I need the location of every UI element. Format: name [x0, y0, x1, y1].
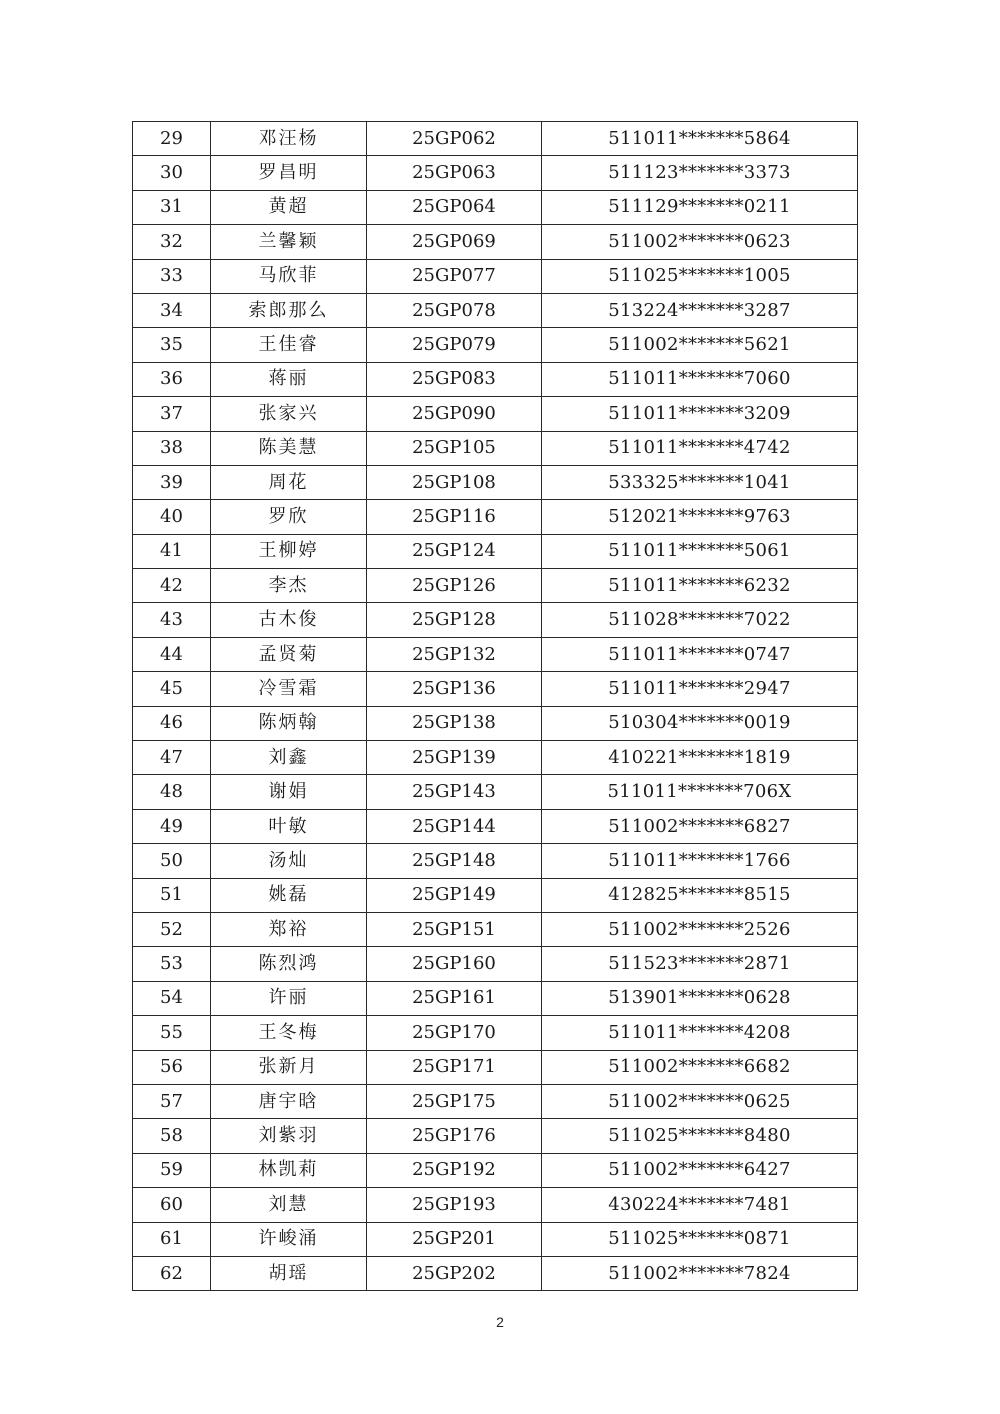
id-number-cell: 511002*******6682: [542, 1050, 858, 1084]
page-number: 2: [496, 1314, 504, 1330]
table-row: [133, 293, 858, 327]
code-cell: 25GP062: [367, 122, 542, 156]
name-cell: 王佳睿: [211, 328, 367, 362]
id-number-cell: 511011*******2947: [542, 672, 858, 706]
table-row: [133, 1222, 858, 1256]
table-row: [133, 259, 858, 293]
seq-cell: 57: [133, 1084, 211, 1118]
name-cell: 王柳婷: [211, 534, 367, 568]
seq-cell: 45: [133, 672, 211, 706]
table-body: [133, 122, 858, 1291]
name-cell: 孟贤菊: [211, 637, 367, 671]
code-cell: 25GP079: [367, 328, 542, 362]
name-cell: 谢娟: [211, 775, 367, 809]
code-cell: 25GP124: [367, 534, 542, 568]
name-cell: 唐宇晗: [211, 1084, 367, 1118]
seq-cell: 46: [133, 706, 211, 740]
name-cell: 刘鑫: [211, 741, 367, 775]
seq-cell: 32: [133, 225, 211, 259]
name-cell: 汤灿: [211, 844, 367, 878]
table-row: [133, 1256, 858, 1290]
candidate-table: [132, 121, 858, 1291]
id-number-cell: 511025*******0871: [542, 1222, 858, 1256]
table-row: [133, 741, 858, 775]
name-cell: 许峻涌: [211, 1222, 367, 1256]
name-cell: 胡瑶: [211, 1256, 367, 1290]
table-row: [133, 981, 858, 1015]
id-number-cell: 511011*******4208: [542, 1016, 858, 1050]
id-number-cell: 513901*******0628: [542, 981, 858, 1015]
name-cell: 冷雪霜: [211, 672, 367, 706]
id-number-cell: 510304*******0019: [542, 706, 858, 740]
seq-cell: 42: [133, 569, 211, 603]
id-number-cell: 511011*******7060: [542, 362, 858, 396]
seq-cell: 60: [133, 1188, 211, 1222]
code-cell: 25GP077: [367, 259, 542, 293]
id-number-cell: 511002*******2526: [542, 912, 858, 946]
code-cell: 25GP175: [367, 1084, 542, 1118]
table-row: [133, 775, 858, 809]
id-number-cell: 511002*******7824: [542, 1256, 858, 1290]
id-number-cell: 412825*******8515: [542, 878, 858, 912]
seq-cell: 33: [133, 259, 211, 293]
name-cell: 刘慧: [211, 1188, 367, 1222]
code-cell: 25GP064: [367, 190, 542, 224]
seq-cell: 55: [133, 1016, 211, 1050]
table-row: [133, 603, 858, 637]
id-number-cell: 511025*******8480: [542, 1119, 858, 1153]
code-cell: 25GP151: [367, 912, 542, 946]
name-cell: 马欣菲: [211, 259, 367, 293]
name-cell: 张家兴: [211, 397, 367, 431]
table-row: [133, 1084, 858, 1118]
seq-cell: 37: [133, 397, 211, 431]
id-number-cell: 511011*******1766: [542, 844, 858, 878]
seq-cell: 48: [133, 775, 211, 809]
code-cell: 25GP139: [367, 741, 542, 775]
id-number-cell: 533325*******1041: [542, 465, 858, 499]
id-number-cell: 511011*******0747: [542, 637, 858, 671]
code-cell: 25GP148: [367, 844, 542, 878]
table-row: [133, 809, 858, 843]
code-cell: 25GP128: [367, 603, 542, 637]
name-cell: 陈美慧: [211, 431, 367, 465]
code-cell: 25GP201: [367, 1222, 542, 1256]
table-row: [133, 1153, 858, 1187]
id-number-cell: 511028*******7022: [542, 603, 858, 637]
id-number-cell: 511002*******6427: [542, 1153, 858, 1187]
code-cell: 25GP138: [367, 706, 542, 740]
id-number-cell: 511002*******5621: [542, 328, 858, 362]
name-cell: 索郎那么: [211, 293, 367, 327]
code-cell: 25GP136: [367, 672, 542, 706]
table-row: [133, 156, 858, 190]
name-cell: 刘紫羽: [211, 1119, 367, 1153]
id-number-cell: 511123*******3373: [542, 156, 858, 190]
table-row: [133, 1016, 858, 1050]
id-number-cell: 430224*******7481: [542, 1188, 858, 1222]
table-row: [133, 225, 858, 259]
name-cell: 陈炳翰: [211, 706, 367, 740]
table-row: [133, 569, 858, 603]
code-cell: 25GP192: [367, 1153, 542, 1187]
code-cell: 25GP161: [367, 981, 542, 1015]
seq-cell: 61: [133, 1222, 211, 1256]
code-cell: 25GP171: [367, 1050, 542, 1084]
name-cell: 邓汪杨: [211, 122, 367, 156]
name-cell: 郑裕: [211, 912, 367, 946]
seq-cell: 29: [133, 122, 211, 156]
name-cell: 罗欣: [211, 500, 367, 534]
name-cell: 陈烈鸿: [211, 947, 367, 981]
name-cell: 兰馨颖: [211, 225, 367, 259]
name-cell: 罗昌明: [211, 156, 367, 190]
seq-cell: 31: [133, 190, 211, 224]
id-number-cell: 511011*******706X: [542, 775, 858, 809]
seq-cell: 43: [133, 603, 211, 637]
code-cell: 25GP126: [367, 569, 542, 603]
table-row: [133, 637, 858, 671]
table-row: [133, 844, 858, 878]
id-number-cell: 511523*******2871: [542, 947, 858, 981]
name-cell: 黄超: [211, 190, 367, 224]
id-number-cell: 511011*******4742: [542, 431, 858, 465]
name-cell: 古木俊: [211, 603, 367, 637]
seq-cell: 53: [133, 947, 211, 981]
table-row: [133, 672, 858, 706]
code-cell: 25GP160: [367, 947, 542, 981]
code-cell: 25GP149: [367, 878, 542, 912]
id-number-cell: 512021*******9763: [542, 500, 858, 534]
seq-cell: 39: [133, 465, 211, 499]
name-cell: 蒋丽: [211, 362, 367, 396]
id-number-cell: 511002*******0623: [542, 225, 858, 259]
id-number-cell: 511025*******1005: [542, 259, 858, 293]
code-cell: 25GP083: [367, 362, 542, 396]
code-cell: 25GP105: [367, 431, 542, 465]
seq-cell: 54: [133, 981, 211, 1015]
name-cell: 王冬梅: [211, 1016, 367, 1050]
table-row: [133, 190, 858, 224]
seq-cell: 52: [133, 912, 211, 946]
seq-cell: 59: [133, 1153, 211, 1187]
code-cell: 25GP176: [367, 1119, 542, 1153]
table-row: [133, 947, 858, 981]
code-cell: 25GP170: [367, 1016, 542, 1050]
id-number-cell: 511011*******6232: [542, 569, 858, 603]
id-number-cell: 410221*******1819: [542, 741, 858, 775]
table-row: [133, 706, 858, 740]
table-row: [133, 1050, 858, 1084]
code-cell: 25GP144: [367, 809, 542, 843]
table-row: [133, 122, 858, 156]
code-cell: 25GP202: [367, 1256, 542, 1290]
seq-cell: 49: [133, 809, 211, 843]
table-row: [133, 878, 858, 912]
name-cell: 姚磊: [211, 878, 367, 912]
table-row: [133, 465, 858, 499]
code-cell: 25GP193: [367, 1188, 542, 1222]
seq-cell: 35: [133, 328, 211, 362]
table-row: [133, 431, 858, 465]
name-cell: 周花: [211, 465, 367, 499]
id-number-cell: 511011*******5864: [542, 122, 858, 156]
table-row: [133, 328, 858, 362]
seq-cell: 34: [133, 293, 211, 327]
name-cell: 张新月: [211, 1050, 367, 1084]
id-number-cell: 511129*******0211: [542, 190, 858, 224]
seq-cell: 36: [133, 362, 211, 396]
name-cell: 李杰: [211, 569, 367, 603]
id-number-cell: 511002*******0625: [542, 1084, 858, 1118]
seq-cell: 50: [133, 844, 211, 878]
table-row: [133, 534, 858, 568]
seq-cell: 30: [133, 156, 211, 190]
id-number-cell: 513224*******3287: [542, 293, 858, 327]
id-number-cell: 511002*******6827: [542, 809, 858, 843]
seq-cell: 38: [133, 431, 211, 465]
code-cell: 25GP069: [367, 225, 542, 259]
name-cell: 许丽: [211, 981, 367, 1015]
table-row: [133, 500, 858, 534]
table-row: [133, 1188, 858, 1222]
code-cell: 25GP090: [367, 397, 542, 431]
seq-cell: 58: [133, 1119, 211, 1153]
name-cell: 林凯莉: [211, 1153, 367, 1187]
code-cell: 25GP116: [367, 500, 542, 534]
code-cell: 25GP143: [367, 775, 542, 809]
seq-cell: 51: [133, 878, 211, 912]
code-cell: 25GP063: [367, 156, 542, 190]
id-number-cell: 511011*******3209: [542, 397, 858, 431]
seq-cell: 44: [133, 637, 211, 671]
seq-cell: 41: [133, 534, 211, 568]
name-cell: 叶敏: [211, 809, 367, 843]
code-cell: 25GP078: [367, 293, 542, 327]
seq-cell: 56: [133, 1050, 211, 1084]
code-cell: 25GP108: [367, 465, 542, 499]
seq-cell: 47: [133, 741, 211, 775]
table-row: [133, 362, 858, 396]
table-row: [133, 1119, 858, 1153]
seq-cell: 40: [133, 500, 211, 534]
id-number-cell: 511011*******5061: [542, 534, 858, 568]
seq-cell: 62: [133, 1256, 211, 1290]
table-row: [133, 912, 858, 946]
code-cell: 25GP132: [367, 637, 542, 671]
table-row: [133, 397, 858, 431]
